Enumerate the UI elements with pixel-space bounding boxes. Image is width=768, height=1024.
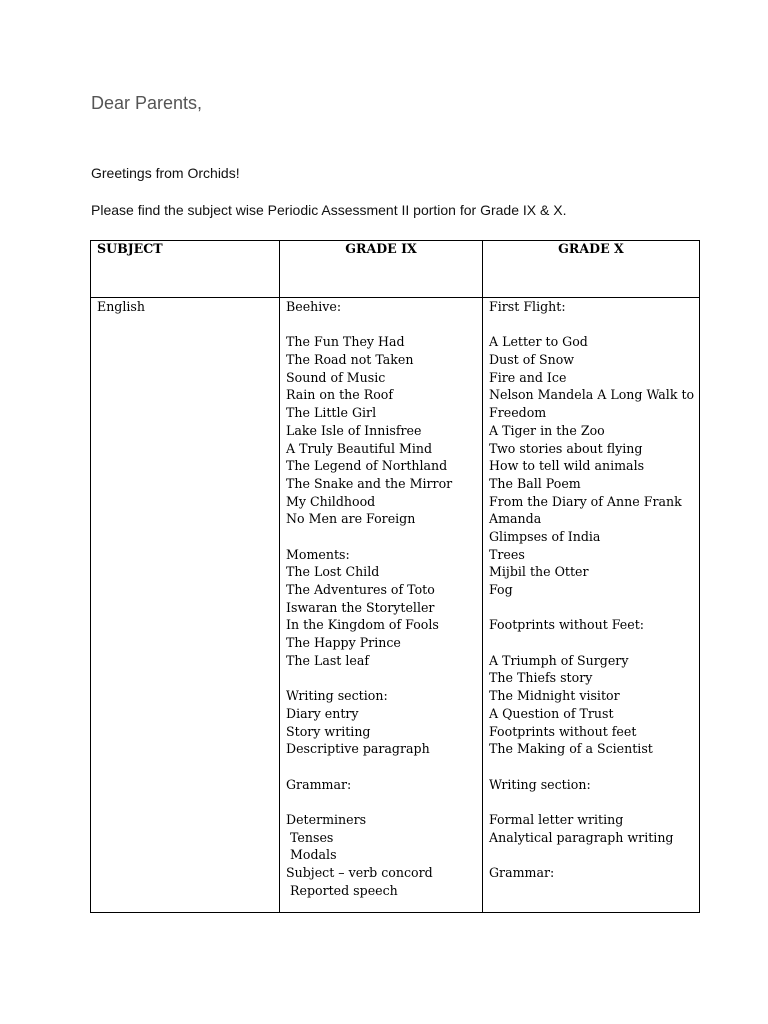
list-item: Dust of Snow bbox=[489, 352, 575, 368]
list-item: Reported speech bbox=[286, 882, 398, 898]
subject-name: English bbox=[97, 299, 145, 314]
list-item: Grammar: bbox=[489, 865, 555, 880]
grade-x-cell bbox=[483, 298, 700, 913]
list-item: Determiners bbox=[286, 811, 367, 827]
table-row bbox=[91, 298, 700, 913]
list-item: The Happy Prince bbox=[286, 635, 401, 651]
spacer bbox=[489, 599, 693, 617]
list-item: Two stories about flying bbox=[489, 440, 643, 456]
list-item: Beehive: bbox=[286, 299, 342, 314]
spacer bbox=[286, 793, 476, 811]
spacer bbox=[489, 758, 693, 776]
list-item: In the Kingdom of Fools bbox=[286, 617, 439, 633]
list-item: Footprints without Feet: bbox=[489, 617, 645, 633]
grade-ix-cell bbox=[280, 298, 483, 913]
list-item: Tenses bbox=[286, 829, 334, 845]
spacer bbox=[489, 634, 693, 652]
list-item: The Midnight visitor bbox=[489, 688, 620, 704]
intro-text: Please find the subject wise Periodic Assessment II portion for Grade IX & X. bbox=[91, 202, 567, 218]
spacer bbox=[489, 846, 693, 864]
list-item: The Making of a Scientist bbox=[489, 741, 653, 757]
header-grade-ix: GRADE IX bbox=[280, 241, 483, 298]
salutation: Dear Parents, bbox=[91, 93, 203, 113]
list-item: Modals bbox=[286, 847, 337, 863]
list-item: Story writing bbox=[286, 723, 371, 739]
list-item: Rain on the Roof bbox=[286, 387, 394, 403]
list-item: How to tell wild animals bbox=[489, 458, 645, 474]
list-item: The Last leaf bbox=[286, 652, 370, 668]
list-item: Amanda bbox=[489, 511, 542, 527]
list-item: The Snake and the Mirror bbox=[286, 475, 453, 491]
list-item: Formal letter writing bbox=[489, 811, 624, 827]
list-item: The Ball Poem bbox=[489, 475, 581, 491]
list-item: A Triumph of Surgery bbox=[489, 652, 629, 668]
list-item: Fire and Ice bbox=[489, 369, 567, 385]
header-grade-x: GRADE X bbox=[483, 241, 700, 298]
spacer bbox=[286, 669, 476, 687]
list-item: Moments: bbox=[286, 546, 350, 562]
list-item: The Road not Taken bbox=[286, 352, 414, 368]
list-item: Diary entry bbox=[286, 705, 359, 721]
list-item: Mijbil the Otter bbox=[489, 564, 589, 580]
list-item: The Little Girl bbox=[286, 405, 377, 421]
list-item: The Thiefs story bbox=[489, 670, 593, 686]
list-item: Trees bbox=[489, 546, 525, 562]
list-item: Sound of Music bbox=[286, 369, 386, 385]
list-item: A Question of Trust bbox=[489, 705, 614, 721]
spacer bbox=[489, 793, 693, 811]
list-item: First Flight: bbox=[489, 299, 566, 314]
spacer bbox=[489, 316, 693, 334]
table-header-row bbox=[91, 241, 700, 298]
list-item: A Letter to God bbox=[489, 334, 588, 350]
spacer bbox=[286, 758, 476, 776]
list-item: Writing section: bbox=[286, 688, 388, 704]
list-item: Subject – verb concord bbox=[286, 865, 433, 880]
syllabus-table bbox=[90, 240, 700, 913]
spacer bbox=[286, 528, 476, 546]
list-item: Fog bbox=[489, 582, 513, 597]
list-item: Descriptive paragraph bbox=[286, 741, 430, 757]
spacer bbox=[286, 316, 476, 334]
header-subject: SUBJECT bbox=[91, 241, 280, 298]
list-item: A Tiger in the Zoo bbox=[489, 422, 605, 438]
list-item: Writing section: bbox=[489, 776, 591, 792]
list-item: Glimpses of India bbox=[489, 528, 601, 544]
list-item: The Lost Child bbox=[286, 564, 380, 580]
list-item: Lake Isle of Innisfree bbox=[286, 422, 422, 438]
list-item: The Fun They Had bbox=[286, 334, 405, 350]
list-item: Freedom bbox=[489, 405, 547, 421]
list-item: Nelson Mandela A Long Walk to bbox=[489, 387, 695, 403]
list-item: No Men are Foreign bbox=[286, 511, 416, 527]
list-item: My Childhood bbox=[286, 493, 376, 509]
list-item: Footprints without feet bbox=[489, 723, 637, 739]
list-item: The Adventures of Toto bbox=[286, 582, 435, 597]
greeting-text: Greetings from Orchids! bbox=[91, 165, 240, 181]
list-item: Analytical paragraph writing bbox=[489, 829, 674, 845]
list-item: Iswaran the Storyteller bbox=[286, 599, 435, 615]
subject-cell bbox=[91, 298, 280, 913]
list-item: From the Diary of Anne Frank bbox=[489, 493, 682, 509]
list-item: A Truly Beautiful Mind bbox=[286, 440, 433, 456]
list-item: The Legend of Northland bbox=[286, 458, 448, 474]
list-item: Grammar: bbox=[286, 776, 352, 792]
